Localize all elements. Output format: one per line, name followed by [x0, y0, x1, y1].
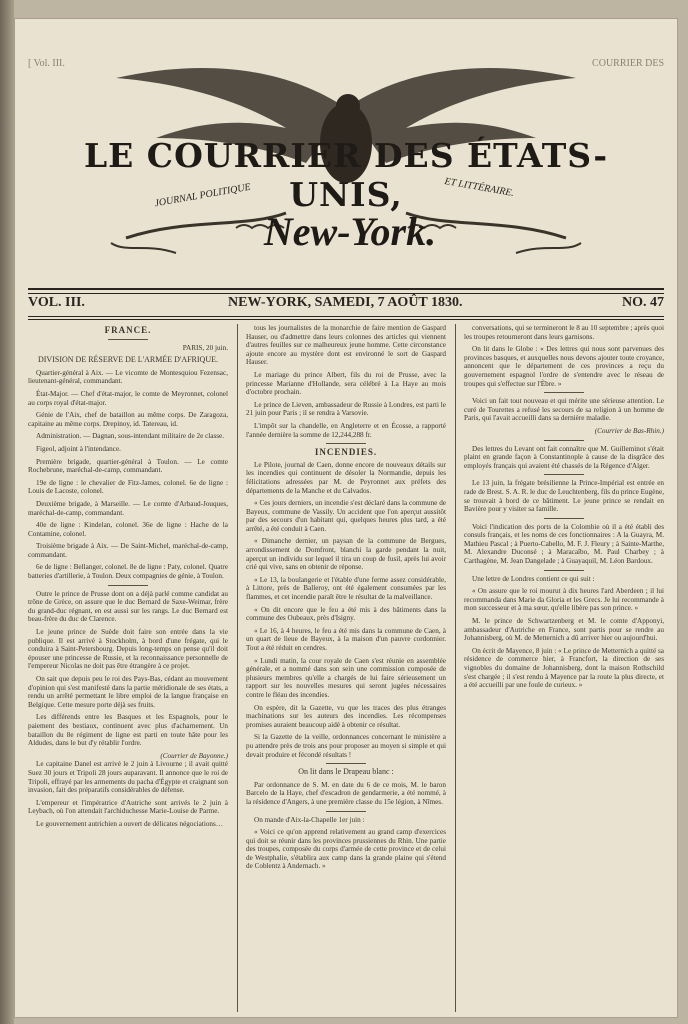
paragraph: On espère, dit la Gazette, vu que les traces des plus étranges machinations sur les auteurs des incendies. Les récompenses promises auraient beaucoup aidé à obtenir ce résultat.	[246, 703, 446, 729]
paragraph: Première brigade, quartier-général à Toulon. — Le comte Rochebrune, maréchal-de-camp, commandant.	[28, 457, 228, 475]
newspaper-page	[14, 18, 678, 1018]
paragraph: « On dit encore que le feu a été mis à des bâtiments dans la commune des Oubeaux, près d'Isigny.	[246, 605, 446, 623]
paragraph: Figeol, adjoint à l'intendance.	[36, 444, 121, 453]
article-subheading: On lit dans le Drapeau blanc :	[298, 767, 394, 777]
paragraph: « Ces jours derniers, un incendie s'est déclaré dans la commune de Bayeux, commune de Vassily. Un accident que l'on aperçut aussitôt par des secours d'un habitant qui, quelques heures plus tard, a été arrêté, a été conduit à Caen.	[246, 499, 446, 533]
top-double-rule	[28, 288, 664, 294]
masthead	[14, 18, 678, 288]
paragraph: 40e de ligne : Kindelan, colonel. 36e de ligne : Hache de la Contamine, colonel.	[28, 521, 228, 538]
separator	[326, 763, 366, 764]
bottom-double-rule	[28, 316, 664, 320]
source-attribution: (Courrier de Bayonne.)	[160, 751, 228, 760]
subtitle-left: JOURNAL POLITIQUE	[153, 181, 252, 210]
paragraph: « Lundi matin, la cour royale de Caen s'est réunie en assemblée générale, et a nommé dans son sein une commission composée de plusieurs membres qu'elle a chargés de lui faire sérieusement un rapport sur les nouvelles mesures qui seront jugées nécessaires contre le fléau des incendies.	[246, 656, 446, 699]
separator	[544, 440, 584, 441]
separator	[326, 443, 366, 444]
paragraph: « On assure que le roi mourut à dix heures l'ard Aberdeen ; il lui recommanda dans Marie da Gloria et les Grecs. Je lui recommande à mon successeur et à ma sœur, qu'elle libère pas son prince. »	[464, 587, 664, 613]
paragraph: Troisième brigade à Aix. — De Saint-Michel, maréchal-de-camp, commandant.	[28, 542, 228, 559]
separator	[544, 570, 584, 571]
separator	[544, 392, 584, 393]
paragraph: On mande d'Aix-la-Chapelle 1er juin :	[254, 815, 365, 824]
separator	[326, 811, 366, 812]
paragraph: tous les journalistes de la monarchie de faire mention de Gaspard Hauser, ou d'admettre dans leurs colonnes des articles qui viennent d'autres feuilles sur ce malheureux jeune homme. Cette circonstance ajoute encore au mystère dont est environné le sort de Gaspard Hauser.	[246, 324, 446, 367]
paragraph: conversations, qui se termineront le 8 au 10 septembre ; après quoi les troupes retourneront dans leurs garnisons.	[464, 324, 664, 341]
paragraph: Outre le prince de Prusse dont on a déjà parlé comme candidat au trône de Grèce, on assure que le duc Bernard de Saxe-Weimar, frère du grand-duc régnant, en est aussi sur les rangs. Le duc Bernard est beau-frère du duc de Clarence.	[28, 589, 228, 624]
separator	[544, 474, 584, 475]
newspaper-title: LE COURRIER DES ÉTATS-UNIS,	[83, 136, 609, 214]
paragraph: L'impôt sur la chandelle, en Angleterre et en Écosse, a rapporté l'année dernière la somme de 12,244,288 fr.	[246, 421, 446, 439]
article-dateline: PARIS, 20 juin.	[182, 343, 228, 352]
paragraph: Le gouvernement autrichien a ouvert de délicates négociations…	[36, 819, 224, 828]
article-subheading: DIVISION DE RÉSERVE DE L'ARMÉE D'AFRIQUE.	[37, 355, 218, 365]
paragraph: Quartier-général à Aix. — Le vicomte de Montesquiou Fezensac, lieutenant-général, commandant.	[28, 368, 228, 386]
dateline	[28, 295, 664, 315]
binding-spine	[0, 0, 14, 1024]
paragraph: On sait que depuis peu le roi des Pays-Bas, cédant au mouvement d'opinion qui s'est manifesté dans la partie méridionale de ses états, a rendu un arrêté permettant le libre emploi de la langue française en Belgique. Cette mesure porte déjà ses fruits.	[28, 675, 228, 709]
paragraph: Voici l'indication des ports de la Colombie où il a été établi des consuls français, et les noms de ces fonctionnaires : A la Guayra, M. Mathieu Pascal ; à Puerto-Cabello, M. F. J. Fleury ; à Sainte-Marthe, M. Alexandre Duconsé ; à Maracaïbo, M. Paul Charbey ; à Carthagène, M. Jean Dangelade ; à Guayaquil, M. Léon Bardoux.	[464, 522, 664, 566]
column-divider	[237, 324, 238, 1012]
spine-bleed-text	[2, 60, 12, 960]
paragraph: L'empereur et l'impératrice d'Autriche sont arrivés le 2 juin à Leybach, où l'on attendait l'archiduchesse Marie-Louise de Parme.	[28, 798, 228, 816]
column-1	[28, 324, 228, 1012]
paragraph: M. le prince de Schwartzenberg et M. le comte d'Apponyi, ambassadeur d'Autriche en France, sont partis pour se rendre au Johannisberg, où M. de Metternich a dû arriver hier ou aujourd'hui.	[464, 617, 664, 643]
subtitle-right: ET LITTÉRAIRE.	[443, 175, 515, 200]
section-heading: INCENDIES.	[314, 447, 378, 458]
separator	[544, 518, 584, 519]
article-columns	[28, 324, 664, 1014]
column-divider	[455, 324, 456, 1012]
issue-number: NO. 47	[622, 295, 664, 310]
paragraph: Génie de l'Aix, chef de bataillon au même corps. De Zaragoza, capitaine au même corps. Drepinoy, id. Tatereau, id.	[28, 411, 228, 428]
separator	[108, 339, 148, 340]
paragraph: Le 13 juin, la frégate brésilienne la Prince-Impérial est entrée en rade de Brest. S. A. R. le duc de Leuchtenberg, fils du prince Eugène, se trouvait à bord de ce bâtiment. Le jeune prince se rendait en Bavière pour y visiter sa famille.	[464, 479, 664, 514]
paragraph: Le capitaine Danel est arrivé le 2 juin à Livourne ; il avait quitté Suez 30 jours et Tripoli 28 jours auparavant. Il annonce que le roi de Tripoli, effrayé par les armements du pacha d'Égypte et craignant son invasion, fait des préparatifs considérables de défense.	[28, 760, 228, 795]
paragraph: Le Pilote, journal de Caen, donne encore de nouveaux détails sur les incendies qui continuent de désoler la Normandie, depuis les félicitations adressées par M. de Peyronnet aux préfets des départements de la Manche et du Calvados.	[246, 460, 446, 495]
section-heading: FRANCE.	[104, 325, 152, 335]
paragraph: On lit dans le Globe : « Des lettres qui nous sont parvenues des provinces basques, et auxquelles nous devons ajouter toute croyance, annoncent que le département de ces provinces a reçu du gouvernement espagnol l'ordre de s'entendre avec le réseau de troupes qui s'effectue sur l'Èbre. »	[464, 345, 664, 388]
paragraph: Le jeune prince de Suède doit faire son entrée dans la vie publique. Il est arrivé à Stockholm, à bord d'une frégate, qui le conduira à Saint-Petersbourg. Depuis long-temps on pense qu'il doit épouser une princesse de Russie, et la reconnaissance personnelle de l'empereur Nicolas ne doit pas être étrangère à ce projet.	[28, 628, 228, 671]
paragraph: Deuxième brigade, à Marseille. — Le comte d'Arbaud-Jouques, maréchal-de-camp, commandant.	[28, 499, 228, 517]
place-and-date: NEW-YORK, SAMEDI, 7 AOÛT 1830.	[228, 295, 463, 310]
right-margin-mark: COURRIER DES	[592, 58, 664, 69]
left-margin-mark: [ Vol. III.	[28, 58, 65, 69]
separator	[108, 585, 148, 586]
column-3	[464, 324, 664, 1012]
paragraph: Le prince de Lieven, ambassadeur de Russie à Londres, est parti le 21 juin pour Paris ; il se rendra à Varsovie.	[246, 400, 446, 418]
paragraph: « Dimanche dernier, un paysan de la commune de Bergues, arrondissement de Domfront, blanchi la garde pendant la nuit, aperçut un individu sur lequel il tira un coup de fusil, après lui avoir crié qui vive, sans en obtenir de réponse.	[246, 537, 446, 572]
paragraph: Voici un fait tout nouveau et qui mérite une sérieuse attention. Le curé de Tourettes a refusé les secours de sa religion à un homme de Paris, qui l'avait accueilli dans sa dernière maladie.	[464, 397, 664, 423]
paragraph: Si la Gazette de la veille, ordonnances concernant le ministère a pu attendre près de trois ans pour proposer au moyen si simple et qui devait produire et fécondé résultats !	[246, 733, 446, 759]
paragraph: Une lettre de Londres contient ce qui suit :	[472, 574, 595, 583]
paragraph: « Le 16, à 4 heures, le feu a été mis dans la commune de Caen, à un quart de lieue de Bayeux, à la maison d'un pauvre cordonnier. Tout a été réduit en cendres.	[246, 626, 446, 652]
paragraph: État-Major. — Chef d'état-major, le comte de Meyronnet, colonel au corps royal d'état-major.	[28, 389, 228, 407]
city-name: New-York.	[263, 209, 437, 254]
paragraph: « Le 13, la boulangerie et l'étable d'une ferme assez considérable, à Littore, près de Balleroy, ont été également consumées par les flammes, et cet incendie paraît être le résultat de la malveillance.	[246, 575, 446, 602]
paragraph: Des lettres du Levant ont fait connaître que M. Guilleminot s'était plaint en grande façon à Constantinople à cause de la disgrâce des employés français qui avaient été chassés de la Régence d'Alger.	[464, 444, 664, 470]
paragraph: Administration. — Dagnan, sous-intendant militaire de 2e classe.	[36, 432, 225, 441]
paragraph: Les différends entre les Basques et les Espagnols, pour le paiement des bestiaux, continuent avec plus d'acharnement. Un bataillon du 8e régiment de ligne est parti en toute hâte pour les Aldudes, dans le but d'y rétablir l'ordre.	[28, 713, 228, 748]
paragraph: 19e de ligne : le chevalier de Fitz-James, colonel. 6e de ligne : Louis de Lacoste, colonel.	[28, 478, 228, 496]
paragraph: On écrit de Mayence, 8 juin : « Le prince de Metternich a quitté sa résidence de commerce hier, à Francfort, la direction de ses vignobles du domaine de Johannisberg, dont la maison Rothschild s'est chargée ; il s'est rendu à Mayence par la route la plus directe, et a été accueilli par une foule de curieux. »	[464, 646, 664, 690]
paragraph: « Voici ce qu'on apprend relativement au grand camp d'exercices qui doit se réunir dans les provinces prussiennes du Rhin. Une partie des troupes, composée du corps d'armée de cette province et de celui de Westphalie, s'établira aux camp dans la grande plaine qui s'étend de Coblentz à Andernach. »	[246, 828, 446, 871]
column-2	[246, 324, 446, 1012]
volume-number: VOL. III.	[28, 295, 85, 310]
source-attribution: (Courrier de Bas-Rhin.)	[594, 426, 664, 435]
paragraph: Par ordonnance de S. M. en date du 6 de ce mois, M. le baron Barcelo de la Haye, chef d'escadron de gendarmerie, a été nommé, à la résidence d'Angers, à une première classe du 15e légion, à Nîmes.	[246, 780, 446, 806]
paragraph: Le mariage du prince Albert, fils du roi de Prusse, avec la princesse Marianne d'Hollande, sera célébré à La Haye au mois d'octobre prochain.	[246, 370, 446, 397]
paragraph: 6e de ligne : Bellanger, colonel. 8e de ligne : Paty, colonel. Quatre batteries d'artillerie, à Toulon. Deux compagnies de génie, à Toulon.	[28, 563, 228, 581]
